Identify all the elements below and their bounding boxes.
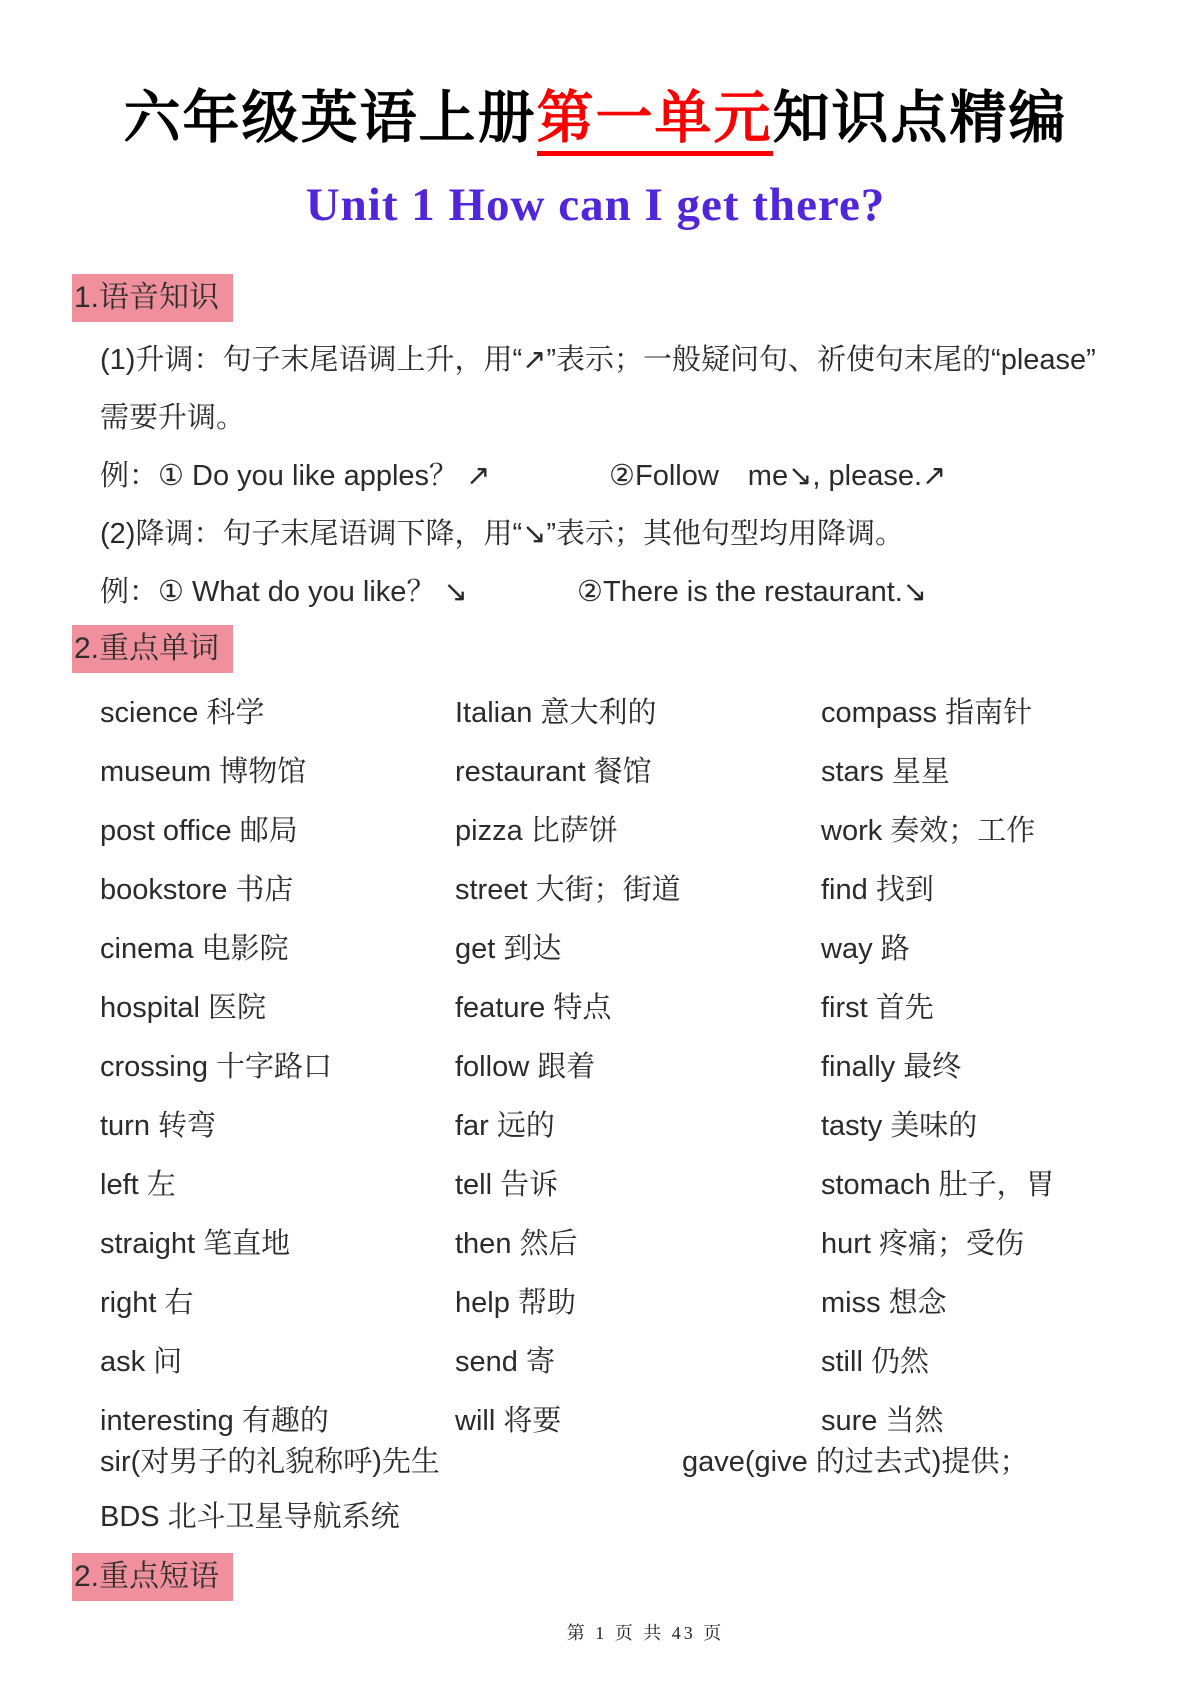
- vocab-item: science 科学: [100, 697, 265, 729]
- section-heading-key-phrases: 2.重点短语: [72, 1553, 233, 1601]
- vocab-item: sure 当然: [821, 1405, 944, 1437]
- vocab-item: send 寄: [455, 1346, 555, 1378]
- example-rising: [100, 447, 1151, 505]
- vocab-item: pizza 比萨饼: [455, 815, 618, 847]
- page-title: [0, 72, 1191, 154]
- vocab-item: far 远的: [455, 1110, 555, 1142]
- vocab-item: first 首先: [821, 992, 934, 1024]
- vocab-item: stars 星星: [821, 756, 950, 788]
- section-heading-key-words: 2.重点单词: [72, 625, 233, 673]
- vocab-item: sir(对男子的礼貌称呼)先生: [100, 1446, 440, 1478]
- example-falling-a: 例：① What do you like？ ↘: [100, 576, 468, 608]
- vocab-item: work 奏效；工作: [821, 815, 1036, 847]
- vocab-item: post office 邮局: [100, 815, 298, 847]
- vocab-item: then 然后: [455, 1228, 578, 1260]
- vocab-item: interesting 有趣的: [100, 1405, 329, 1437]
- vocab-item: compass 指南针: [821, 697, 1033, 729]
- example-falling: [100, 563, 1151, 621]
- vocab-item: hospital 医院: [100, 992, 267, 1024]
- vocab-item: follow 跟着: [455, 1051, 596, 1083]
- title-prefix: 六年级英语上册: [123, 86, 537, 150]
- rule-rising-line1: (1)升调：句子末尾语调上升，用“↗”表示；一般疑问句、祈使句末尾的“please”: [100, 344, 1096, 376]
- vocab-item: gave(give 的过去式)提供；: [682, 1446, 1029, 1478]
- rule-falling: (2)降调：句子末尾语调下降，用“↘”表示；其他句型均用降调。: [100, 518, 905, 550]
- title-highlighted-unit: 第一单元: [537, 86, 773, 156]
- vocab-row-sir-gave: [100, 1445, 1151, 1479]
- vocab-item: get 到达: [455, 933, 562, 965]
- vocab-item: will 将要: [455, 1405, 562, 1437]
- example-falling-b: ②There is the restaurant.↘: [577, 576, 928, 608]
- section-heading-phonetics: 1.语音知识: [72, 274, 233, 322]
- vocab-item: ask 问: [100, 1346, 183, 1378]
- vocab-item: stomach 肚子，胃: [821, 1169, 1055, 1201]
- vocab-item: help 帮助: [455, 1287, 576, 1319]
- page-number-footer: 第 1 页 共 43 页: [566, 1623, 725, 1643]
- unit-subtitle: Unit 1 How can I get there?: [305, 179, 886, 231]
- vocab-item: left 左: [100, 1169, 176, 1201]
- vocab-item: street 大街；街道: [455, 874, 681, 906]
- vocab-item: Italian 意大利的: [455, 697, 657, 729]
- vocab-item: bookstore 书店: [100, 874, 294, 906]
- vocab-item: museum 博物馆: [100, 756, 307, 788]
- vocab-item: miss 想念: [821, 1287, 947, 1319]
- vocab-item: right 右: [100, 1287, 194, 1319]
- vocab-item: cinema 电影院: [100, 933, 289, 965]
- vocab-item: crossing 十字路口: [100, 1051, 333, 1083]
- example-rising-b: ②Follow me↘, please.↗: [609, 460, 947, 492]
- vocab-item: turn 转弯: [100, 1110, 217, 1142]
- vocab-item: tell 告诉: [455, 1169, 559, 1201]
- vocabulary-grid: [100, 681, 1151, 1448]
- vocab-item: straight 笔直地: [100, 1228, 291, 1260]
- vocab-item: find 找到: [821, 874, 934, 906]
- vocab-item: way 路: [821, 933, 910, 965]
- vocab-item: finally 最终: [821, 1051, 962, 1083]
- title-suffix: 知识点精编: [772, 86, 1068, 150]
- vocab-item: restaurant 餐馆: [455, 756, 652, 788]
- example-rising-a: 例：① Do you like apples？ ↗: [100, 460, 491, 492]
- vocab-item: hurt 疼痛；受伤: [821, 1228, 1025, 1260]
- phonetics-section: [100, 331, 1151, 621]
- vocab-item: feature 特点: [455, 992, 612, 1024]
- vocab-item: tasty 美味的: [821, 1110, 978, 1142]
- vocab-row-bds: BDS 北斗卫星导航系统: [100, 1501, 400, 1533]
- rule-rising-line2: 需要升调。: [100, 402, 246, 434]
- vocab-item: still 仍然: [821, 1346, 929, 1378]
